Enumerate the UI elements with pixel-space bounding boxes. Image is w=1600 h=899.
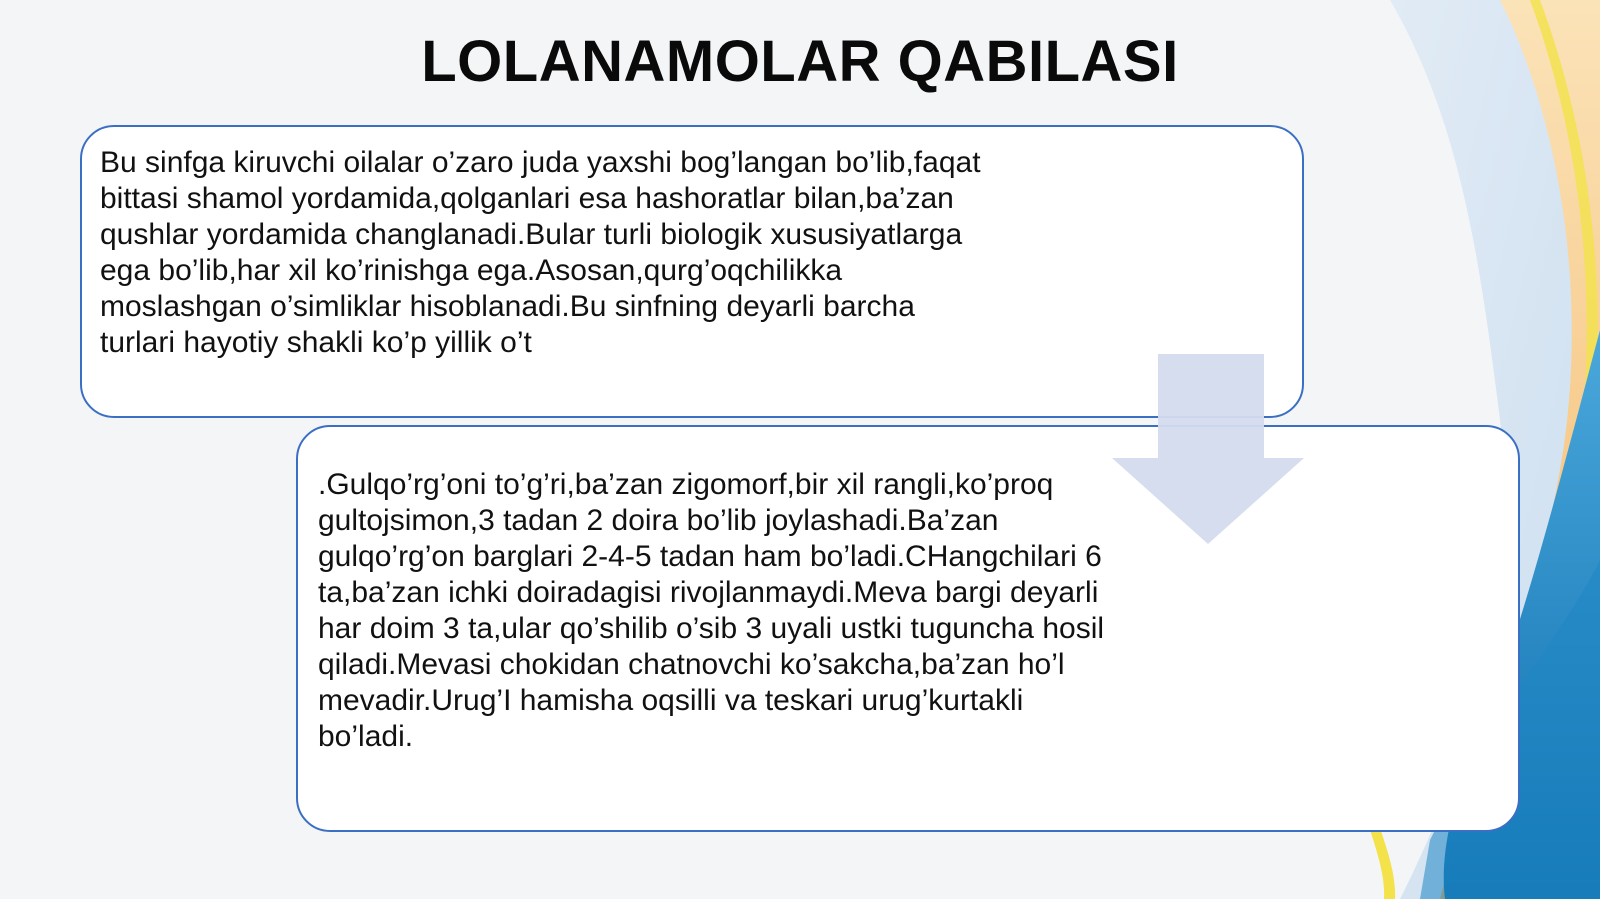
content-box-top-text: Bu sinfga kiruvchi oilalar o’zaro juda yaxshi bog’langan bo’lib,faqat bittasi shamol yordamida,qolganlari esa hashoratlar bilan,ba’zan qushlar yordamida changlanadi.Bular turli biologik xususiyatlarga ega bo’lib,har xil ko’rinishga ega.Asosan,qurg’oqchilikka moslashgan o’simliklar hisoblanadi.Bu sinfning deyarli barcha turlari hayotiy shakli ko’p yillik o’t (100, 146, 981, 359)
content-box-bottom (296, 425, 1520, 832)
arrow-down-icon (1108, 354, 1308, 546)
slide-title: LOLANAMOLAR QABILASI (421, 29, 1179, 94)
arrow-down-shape (1112, 354, 1304, 544)
content-box-bottom-text: .Gulqo’rg’oni to’g’ri,ba’zan zigomorf,bir xil rangli,ko’proq gultojsimon,3 tadan 2 doira bo’lib joylashadi.Ba’zan gulqo’rg’on barglari 2-4-5 tadan ham bo’ladi.CHangchilari 6 ta,ba’zan ichki doiradagisi rivojlanmaydi.Meva bargi deyarli har doim 3 ta,ular qo’shilib o’sib 3 uyali ustki tuguncha hosil qiladi.Mevasi chokidan chatnovchi ko’sakcha,ba’zan ho’l mevadir.Urug’I hamisha oqsilli va teskari urug’kurtakli bo’ladi. (318, 468, 1105, 753)
